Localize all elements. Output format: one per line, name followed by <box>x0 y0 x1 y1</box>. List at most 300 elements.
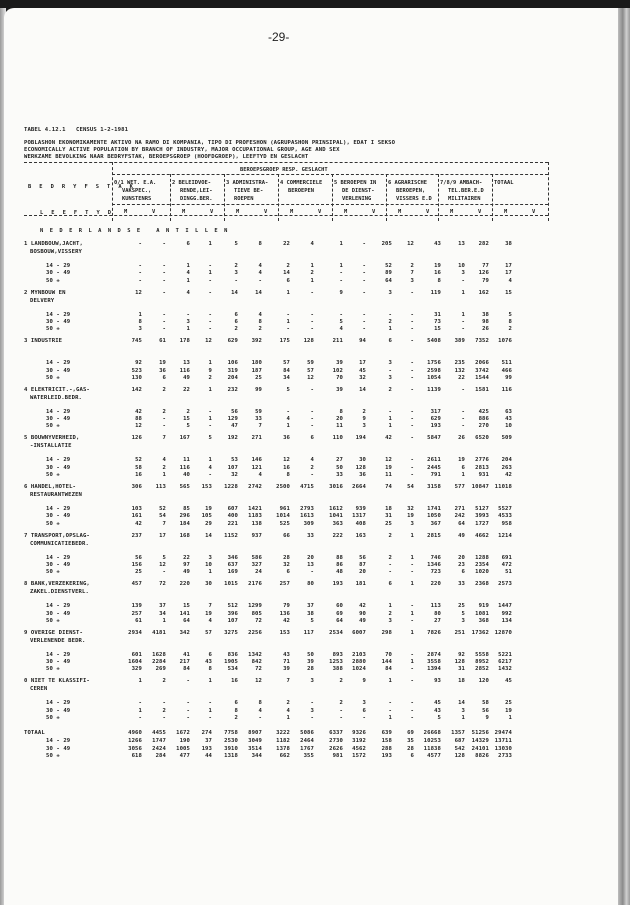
age-row-cell: - <box>410 707 414 714</box>
industry-total-cell: 1015 <box>224 581 238 588</box>
sex-label-v: V <box>152 209 156 215</box>
totals-age-row-cell: 3049 <box>248 738 262 744</box>
industry-total-cell: 1214 <box>498 532 512 539</box>
age-row-cell: 6 <box>362 707 366 714</box>
industry-total-cell: 80 <box>307 581 314 588</box>
age-row-cell: 5 <box>310 617 314 624</box>
age-row-cell: 138 <box>251 520 262 527</box>
age-row-cell: 102 <box>332 367 343 374</box>
age-row-cell: 193 <box>430 423 441 430</box>
age-row-cell: 3558 <box>427 659 441 666</box>
age-row-cell: 2 <box>162 408 166 415</box>
age-row-cell: 5221 <box>498 651 512 658</box>
column-header-4-line2: BEROEPEN <box>288 188 314 194</box>
totals-age-row-cell: 4562 <box>352 745 366 752</box>
age-row-cell: 1727 <box>475 520 489 527</box>
totals-row-cell: 1672 <box>176 730 190 736</box>
industry-total-cell: 2534 <box>329 629 343 636</box>
age-row-cell: 25 <box>255 374 262 381</box>
age-row-cell: 57 <box>283 360 290 367</box>
age-row-cell: 1 <box>388 603 392 610</box>
age-label: 14 - 29 <box>46 554 71 561</box>
age-row-cell: 4 <box>286 707 290 714</box>
totals-row-cell: 4960 <box>128 730 142 736</box>
age-row-cell: 4 <box>258 472 262 478</box>
age-row-cell: 2 <box>362 408 366 415</box>
age-row-cell: 79 <box>283 603 290 610</box>
age-row-cell: - <box>388 408 392 415</box>
industry-total-cell: 12 <box>135 289 142 296</box>
age-row-cell: 33 <box>255 416 262 423</box>
age-label: 30 - 49 <box>46 561 71 568</box>
industry-total-cell: - <box>162 241 166 247</box>
title-english: ECONOMICALLY ACTIVE POPULATION BY BRANCH OF INDUSTRY, MAJOR OCCUPATIONAL GROUP, AGE AND SEX <box>24 147 340 153</box>
industry-total-cell: - <box>410 435 414 442</box>
age-row-cell: 1 <box>310 263 314 269</box>
age-row-cell: - <box>461 423 465 430</box>
age-row-cell: 4 <box>286 416 290 423</box>
age-row-cell: 271 <box>454 506 465 512</box>
age-label: 50 + <box>46 715 60 721</box>
age-row-cell: 2793 <box>300 506 314 512</box>
sex-label-v: V <box>318 209 322 215</box>
industry-total-cell: 168 <box>179 532 190 539</box>
industry-total-cell: 6 <box>310 435 314 442</box>
industry-total-cell: 175 <box>279 338 290 345</box>
age-row-cell: - <box>138 270 142 277</box>
age-row-cell: 4533 <box>498 513 512 520</box>
totals-age-row-cell: 288 <box>381 745 392 752</box>
industry-total-cell: 153 <box>279 629 290 636</box>
age-row-cell: 64 <box>183 617 190 624</box>
industry-total-cell: 116 <box>501 386 512 393</box>
age-row-cell: 50 <box>307 651 314 658</box>
age-row-cell: 5558 <box>475 651 489 658</box>
column-header-7-line1: 7/8/9 AMBACH- <box>440 180 483 186</box>
industry-total-cell: 153 <box>201 484 212 490</box>
industry-total-cell: 745 <box>131 338 142 345</box>
totals-age-row-cell: 687 <box>454 738 465 744</box>
industry-total-cell: 162 <box>478 289 489 296</box>
age-row-cell: 1014 <box>276 513 290 520</box>
age-row-cell: 5 <box>437 715 441 721</box>
age-row-cell: 221 <box>227 520 238 527</box>
age-row-cell: - <box>339 707 343 714</box>
age-row-cell: 132 <box>454 367 465 374</box>
age-row-cell: 49 <box>183 374 190 381</box>
industry-total-cell: 61 <box>159 338 166 345</box>
industry-name: 4 ELEKTRICIT.-,GAS- <box>24 386 90 393</box>
industry-name-cont: VERLENENDE BEDR. <box>30 637 86 644</box>
industry-total-cell: - <box>162 289 166 296</box>
age-row-cell: 2 <box>508 326 512 333</box>
age-row-cell: 1041 <box>329 513 343 520</box>
age-row-cell: - <box>162 700 166 707</box>
age-row-cell: - <box>339 311 343 318</box>
age-row-cell: 42 <box>283 617 290 624</box>
age-row-cell: 97 <box>183 561 190 568</box>
industry-total-cell: 5 <box>234 241 238 247</box>
sex-label-m: M <box>290 209 294 215</box>
age-label: 14 - 29 <box>46 457 71 464</box>
industry-total-cell: 22 <box>183 386 190 393</box>
age-row-cell: 126 <box>478 270 489 277</box>
age-row-cell: 105 <box>201 513 212 520</box>
totals-age-row-cell: 6 <box>410 753 414 759</box>
age-row-cell: 1 <box>286 423 290 430</box>
age-row-cell: 1317 <box>352 513 366 520</box>
totals-age-row-cell: 1266 <box>128 738 142 744</box>
age-label: 30 - 49 <box>46 367 71 374</box>
age-label: 30 - 49 <box>46 707 71 714</box>
industry-total-cell: 3 <box>310 678 314 685</box>
age-row-cell: 14 <box>283 270 290 277</box>
industry-total-cell: 271 <box>251 435 262 442</box>
column-header-5-line3: VERLENING <box>342 196 372 202</box>
totals-row-cell: 26668 <box>423 730 441 736</box>
age-row-cell: 309 <box>303 520 314 527</box>
book-binding <box>618 8 630 905</box>
age-row-cell: 3 <box>388 617 392 624</box>
age-row-cell: 77 <box>482 263 489 269</box>
age-row-cell: 14 <box>458 700 465 707</box>
age-row-cell: - <box>339 277 343 284</box>
age-row-cell: 1 <box>339 263 343 269</box>
age-row-cell: - <box>310 408 314 415</box>
age-row-cell: - <box>234 277 238 284</box>
sex-label-v: V <box>264 209 268 215</box>
age-row-cell: 2354 <box>475 561 489 568</box>
age-row-cell: 58 <box>482 700 489 707</box>
age-row-cell: 388 <box>332 666 343 673</box>
age-row-cell: 38 <box>307 610 314 617</box>
age-row-cell: - <box>410 561 414 568</box>
age-row-cell: 8952 <box>475 659 489 666</box>
age-row-cell: - <box>362 326 366 333</box>
age-row-cell: 64 <box>458 520 465 527</box>
age-row-cell: - <box>362 715 366 721</box>
age-row-cell: 2 <box>234 263 238 269</box>
age-row-cell: 1 <box>286 715 290 721</box>
group-title: BEROEPSGROEP RESP. GESLACHT <box>240 167 328 173</box>
title-dutch: WERKZAME BEVOLKING NAAR BEDRYFSTAK, BEROEPSGROEP (HOOFDGROEP), LEEFTYD EN GESLACHT <box>24 154 309 160</box>
age-row-cell: 144 <box>381 659 392 666</box>
age-row-cell: 47 <box>231 423 238 430</box>
age-label: 14 - 29 <box>46 506 71 512</box>
age-row-cell: 12 <box>135 423 142 430</box>
age-row-cell: - <box>410 603 414 610</box>
industry-total-cell: 3275 <box>224 629 238 636</box>
age-row-cell: 88 <box>336 554 343 561</box>
industry-total-cell: 42 <box>385 435 392 442</box>
age-row-cell: 16 <box>135 472 142 478</box>
age-row-cell: - <box>310 715 314 721</box>
age-row-cell: 2 <box>208 374 212 381</box>
industry-total-cell: 7 <box>286 678 290 685</box>
industry-total-cell: 49 <box>458 532 465 539</box>
totals-row-cell: 4455 <box>152 730 166 736</box>
totals-age-row-cell: 158 <box>381 738 392 744</box>
age-row-cell: 1 <box>208 457 212 464</box>
age-row-cell: 2 <box>162 464 166 471</box>
industry-total-cell: 1 <box>286 289 290 296</box>
age-row-cell: 2 <box>186 408 190 415</box>
age-row-cell: 24 <box>255 569 262 576</box>
age-row-cell: 19 <box>205 610 212 617</box>
industry-total-cell: 220 <box>430 581 441 588</box>
age-row-cell: - <box>461 416 465 423</box>
header-column-divider <box>492 174 493 221</box>
age-row-cell: 1612 <box>329 506 343 512</box>
age-row-cell: 32 <box>359 374 366 381</box>
age-row-cell: 9 <box>485 715 489 721</box>
industry-total-cell: 6 <box>388 581 392 588</box>
age-row-cell: 63 <box>505 408 512 415</box>
age-row-cell: 525 <box>279 520 290 527</box>
industry-name: 1 LANDBOUW,JACHT, <box>24 241 83 247</box>
age-row-cell: 2598 <box>427 367 441 374</box>
industry-total-cell: 13 <box>458 241 465 247</box>
age-row-cell: 10 <box>205 561 212 568</box>
industry-total-cell: 14 <box>255 289 262 296</box>
age-row-cell: 84 <box>183 666 190 673</box>
industry-total-cell: 6007 <box>352 629 366 636</box>
industry-total-cell: 26 <box>458 435 465 442</box>
column-header-2-line1: 2 BELEIDVOE- <box>172 180 211 186</box>
totals-age-row-cell: 477 <box>179 753 190 759</box>
age-row-cell: 184 <box>179 520 190 527</box>
age-row-cell: 59 <box>255 408 262 415</box>
age-row-cell: 12 <box>307 374 314 381</box>
industry-total-cell: 7826 <box>427 629 441 636</box>
age-row-cell: 5 <box>461 610 465 617</box>
age-row-cell: 6 <box>286 277 290 284</box>
industry-total-cell: 18 <box>458 678 465 685</box>
column-header-1-line3: KUNSTENRS <box>122 196 152 202</box>
age-row-cell: 3 <box>138 326 142 333</box>
age-row-cell: 1054 <box>427 374 441 381</box>
industry-total-cell: - <box>461 386 465 393</box>
industry-total-cell: - <box>310 289 314 296</box>
age-row-cell: 2284 <box>152 659 166 666</box>
age-row-cell: 1 <box>186 326 190 333</box>
totals-age-row-cell: 1572 <box>352 753 366 759</box>
age-label: 50 + <box>46 520 60 527</box>
totals-row-cell: 274 <box>201 730 212 736</box>
industry-total-cell: 577 <box>454 484 465 490</box>
age-row-cell: 6 <box>234 700 238 707</box>
age-row-cell: 4 <box>208 617 212 624</box>
industry-total-cell: 629 <box>227 338 238 345</box>
age-row-cell: - <box>310 700 314 707</box>
age-row-cell: 31 <box>385 513 392 520</box>
age-row-cell: 217 <box>179 659 190 666</box>
industry-total-cell: 232 <box>227 386 238 393</box>
industry-total-cell: 33 <box>458 581 465 588</box>
age-row-cell: 69 <box>336 610 343 617</box>
age-row-cell: 5 <box>162 554 166 561</box>
age-row-cell: 4 <box>208 464 212 471</box>
age-label: 14 - 29 <box>46 700 71 707</box>
age-row-cell: 72 <box>255 666 262 673</box>
age-row-cell: 27 <box>336 457 343 464</box>
industry-total-cell: 3158 <box>427 484 441 490</box>
column-header-4-line1: 4 COMMERCIELE <box>280 180 323 186</box>
age-row-cell: 107 <box>227 617 238 624</box>
age-row-cell: 130 <box>131 374 142 381</box>
age-label: 30 - 49 <box>46 610 71 617</box>
age-row-cell: 56 <box>135 554 142 561</box>
industry-total-cell: - <box>410 338 414 345</box>
age-row-cell: 56 <box>231 408 238 415</box>
age-row-cell: 396 <box>227 610 238 617</box>
industry-total-cell: 7352 <box>475 338 489 345</box>
region-label: N E D E R L A N D S E A N T I L L E N <box>40 228 229 234</box>
age-row-cell: 1081 <box>475 610 489 617</box>
age-row-cell: 32 <box>231 472 238 478</box>
age-row-cell: 1 <box>410 554 414 561</box>
age-row-cell: 6217 <box>498 659 512 666</box>
sex-label-m: M <box>504 209 508 215</box>
age-row-cell: 1 <box>310 277 314 284</box>
age-row-cell: 2880 <box>352 659 366 666</box>
age-row-cell: 12 <box>283 457 290 464</box>
totals-age-row-cell: 2730 <box>329 738 343 744</box>
age-row-cell: - <box>162 263 166 269</box>
industry-total-cell: 11018 <box>494 484 512 490</box>
age-row-cell: 2813 <box>475 464 489 471</box>
industry-total-cell: 178 <box>179 338 190 345</box>
industry-total-cell: 6520 <box>475 435 489 442</box>
age-row-cell: 59 <box>307 360 314 367</box>
age-row-cell: 1 <box>162 617 166 624</box>
age-row-cell: 43 <box>505 416 512 423</box>
industry-total-cell: 257 <box>279 581 290 588</box>
industry-total-cell: 167 <box>179 435 190 442</box>
industry-total-cell: 30 <box>205 581 212 588</box>
age-row-cell: 38 <box>482 311 489 318</box>
age-row-cell: - <box>362 318 366 325</box>
age-row-cell: 836 <box>227 651 238 658</box>
age-row-cell: 534 <box>227 666 238 673</box>
industry-total-cell: 2934 <box>128 629 142 636</box>
sex-label-m: M <box>398 209 402 215</box>
age-row-cell: - <box>208 326 212 333</box>
age-row-cell: 3 <box>234 270 238 277</box>
age-row-cell: 8 <box>508 318 512 325</box>
industry-total-cell: 2256 <box>248 629 262 636</box>
age-row-cell: 8 <box>339 408 343 415</box>
header-rule-group <box>112 174 548 175</box>
row-header-industry: B E D R Y F S T A K <box>28 184 136 190</box>
header-column-divider <box>170 174 171 221</box>
column-header-3-line1: 3 ADMINISTRA- <box>226 180 269 186</box>
age-row-cell: 9 <box>362 416 366 423</box>
industry-name: 3 INDUSTRIE <box>24 338 63 345</box>
age-row-cell: - <box>186 311 190 318</box>
age-row-cell: 113 <box>430 603 441 610</box>
industry-total-cell: 9 <box>362 678 366 685</box>
age-row-cell: 2611 <box>427 457 441 464</box>
age-row-cell: 136 <box>279 610 290 617</box>
age-row-cell: 41 <box>183 651 190 658</box>
age-row-cell: - <box>339 715 343 721</box>
age-row-cell: 1 <box>162 472 166 478</box>
age-row-cell: 129 <box>227 416 238 423</box>
age-row-cell: 4 <box>162 457 166 464</box>
totals-label: TOTAAL <box>24 730 45 736</box>
age-row-cell: 13 <box>307 561 314 568</box>
age-row-cell: 2852 <box>475 666 489 673</box>
age-row-cell: 6 <box>461 569 465 576</box>
industry-total-cell: 93 <box>434 678 441 685</box>
industry-total-cell: - <box>410 678 414 685</box>
age-row-cell: - <box>186 715 190 721</box>
age-row-cell: - <box>388 569 392 576</box>
age-label: 14 - 29 <box>46 603 71 610</box>
age-row-cell: - <box>208 318 212 325</box>
industry-total-cell: 99 <box>255 386 262 393</box>
column-header-7-line2: TEL.BER.E.D <box>448 188 484 194</box>
industry-total-cell: 119 <box>430 289 441 296</box>
industry-total-cell: 282 <box>478 241 489 247</box>
header-column-divider <box>438 174 439 221</box>
industry-total-cell: 2368 <box>475 581 489 588</box>
column-header-2-line2: RENDE,LEI- <box>180 188 213 194</box>
row-header-age: L E E F T Y D <box>40 210 114 216</box>
age-label: 30 - 49 <box>46 270 71 277</box>
age-row-cell: 70 <box>385 651 392 658</box>
age-row-cell: 1024 <box>352 666 366 673</box>
age-row-cell: 2 <box>388 610 392 617</box>
age-label: 30 - 49 <box>46 659 71 666</box>
age-row-cell: 7 <box>410 270 414 277</box>
age-row-cell: - <box>410 617 414 624</box>
totals-age-row-cell: 344 <box>251 753 262 759</box>
age-row-cell: 7 <box>162 520 166 527</box>
age-row-cell: 1628 <box>152 651 166 658</box>
industry-total-cell: 2176 <box>248 581 262 588</box>
industry-name: 6 HANDEL,HOTEL- <box>24 484 77 490</box>
age-row-cell: 511 <box>501 360 512 367</box>
age-row-cell: 45 <box>359 367 366 374</box>
age-row-cell: 39 <box>336 360 343 367</box>
age-row-cell: 42 <box>359 603 366 610</box>
age-row-cell: - <box>461 408 465 415</box>
age-row-cell: 19 <box>458 457 465 464</box>
age-row-cell: 103 <box>131 506 142 512</box>
totals-age-row-cell: 1747 <box>152 738 166 744</box>
age-row-cell: 169 <box>227 569 238 576</box>
age-row-cell: 20 <box>359 569 366 576</box>
totals-age-row-cell: 1318 <box>224 753 238 759</box>
totals-row-cell: 7758 <box>224 730 238 736</box>
industry-total-cell: 66 <box>283 532 290 539</box>
age-row-cell: 34 <box>159 610 166 617</box>
age-row-cell: 16 <box>434 270 441 277</box>
sex-label-v: V <box>532 209 536 215</box>
industry-total-cell: 2664 <box>352 484 366 490</box>
age-row-cell: - <box>388 311 392 318</box>
industry-total-cell: 12 <box>205 338 212 345</box>
age-row-cell: 161 <box>131 513 142 520</box>
age-row-cell: 4 <box>339 326 343 333</box>
age-row-cell: 992 <box>501 610 512 617</box>
age-row-cell: 317 <box>430 408 441 415</box>
age-row-cell: 19 <box>385 464 392 471</box>
age-row-cell: 1905 <box>224 659 238 666</box>
industry-total-cell: 2573 <box>498 581 512 588</box>
